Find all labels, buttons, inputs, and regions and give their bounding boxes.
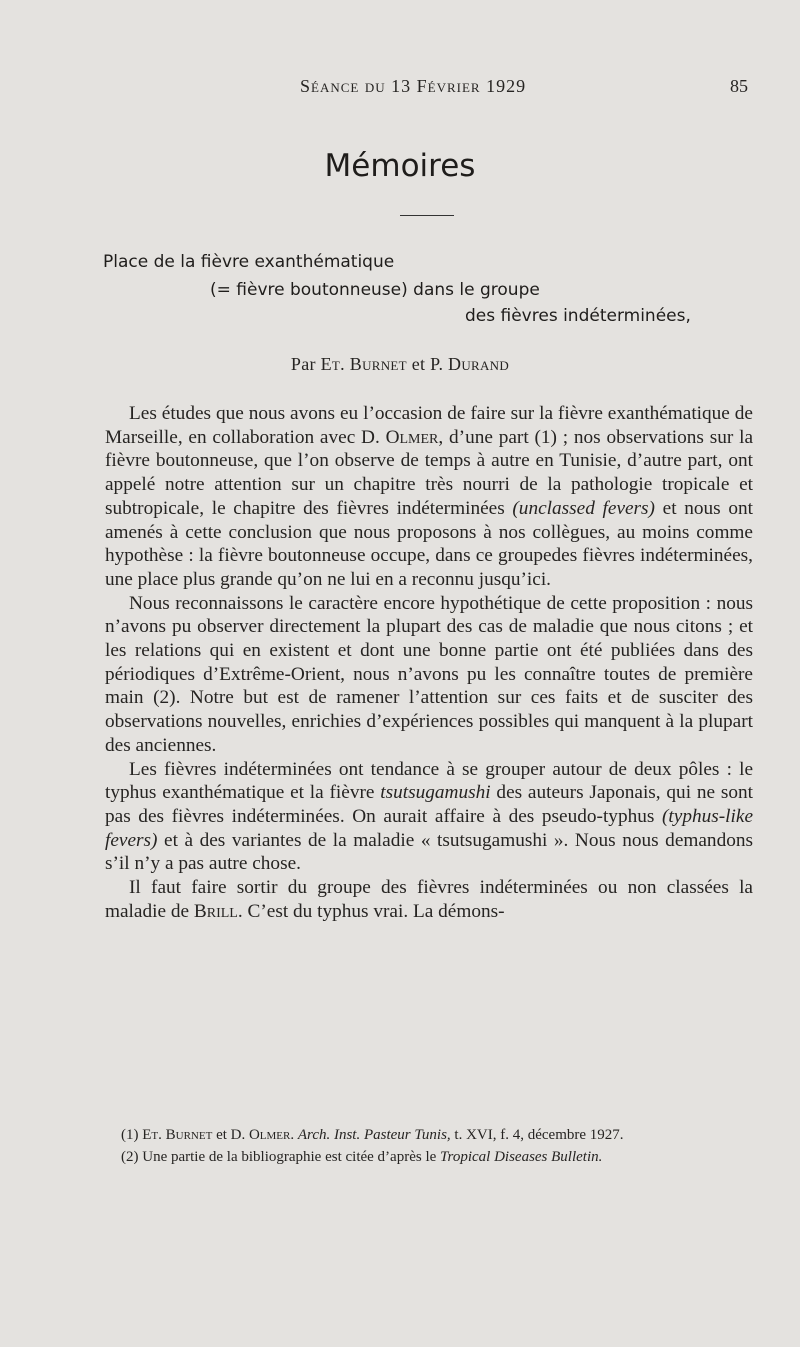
authors-join: et bbox=[411, 354, 426, 374]
article-title-line-3: des fièvres indéterminées, bbox=[465, 306, 691, 326]
italic-term: tsutsugamushi bbox=[380, 782, 491, 804]
paragraph-4: Il faut faire sortir du groupe des fièvres indéterminées ou non classées la maladie de Brill. C’est du typhus vrai. La démons- bbox=[105, 877, 753, 922]
disease-name: Brill bbox=[193, 900, 238, 922]
footnote-1: (1) Et. Burnet et D. Olmer. Arch. Inst. Pasteur Tunis, t. XVI, f. 4, décembre 1927. bbox=[121, 1127, 624, 1143]
italic-term: (unclassed fevers) bbox=[512, 497, 655, 519]
author-durand: P. Durand bbox=[430, 354, 510, 374]
title-rule bbox=[400, 215, 454, 216]
page-number: 85 bbox=[730, 76, 748, 96]
section-title: Mémoires bbox=[324, 148, 476, 184]
author-burnet: Et. Burnet bbox=[320, 354, 407, 374]
article-title-line-1: Place de la fièvre exanthématique bbox=[103, 252, 395, 272]
footnotes bbox=[105, 1124, 753, 1168]
article-body bbox=[105, 402, 753, 923]
article-title-line-2: (= fièvre boutonneuse) dans le groupe bbox=[210, 280, 540, 300]
authors-prefix: Par bbox=[290, 354, 316, 374]
article-authors bbox=[0, 354, 800, 375]
paragraph-2: Nous reconnaissons le caractère encore hypothétique de cette proposition : nous n’avons pu observer directement la plupart des cas de maladie que nous citons ; et les relations qui en existent et dont une bonne partie ont été publiées dans des périodiques d’Extrême-Orient, nous n’avons pu les connaître toutes de première main (2). Notre but est de ramener l’attention sur ces faits et de susciter des observations nouvelles, enrichies d’expériences possibles qui manquent à la plupart des anciennes. bbox=[105, 592, 753, 756]
running-head: Séance du 13 Février 1929 bbox=[300, 76, 527, 96]
footnote-2: (2) Une partie de la bibliographie est citée d’après le Tropical Diseases Bulletin. bbox=[121, 1149, 603, 1165]
author-olmer: D. Olmer bbox=[361, 426, 439, 448]
paragraph-3: Les fièvres indéterminées ont tendance à se grouper autour de deux pôles : le typhus exanthématique et la fièvre tsutsugamushi des auteurs Japonais, qui ne sont pas des fièvres indéterminées. On aurait affaire à des pseudo-typhus (typhus-like fevers) et à des variantes de la maladie « tsutsugamushi ». Nous nous demandons s’il n’y a pas autre chose. bbox=[105, 758, 753, 875]
paragraph-1: Les études que nous avons eu l’occasion de faire sur la fièvre exanthématique de Marseille, en collaboration avec D. Olmer, d’une part (1) ; nos observations sur la fièvre boutonneuse, que l’on observe de temps à autre en Tunisie, d’autre part, ont appelé notre attention sur un chapitre très nourri de la pathologie tropicale et subtropicale, le chapitre des fièvres indéterminées (unclassed fevers) et nous ont amenés à cette conclusion que nous proposons à nos collègues, au moins comme hypothèse : la fièvre boutonneuse occupe, dans ce groupedes fièvres indéterminées, une place plus grande qu’on ne lui en a reconnu jusqu’ici. bbox=[105, 403, 753, 590]
italic-term: (typhus-like fevers) bbox=[105, 805, 753, 851]
